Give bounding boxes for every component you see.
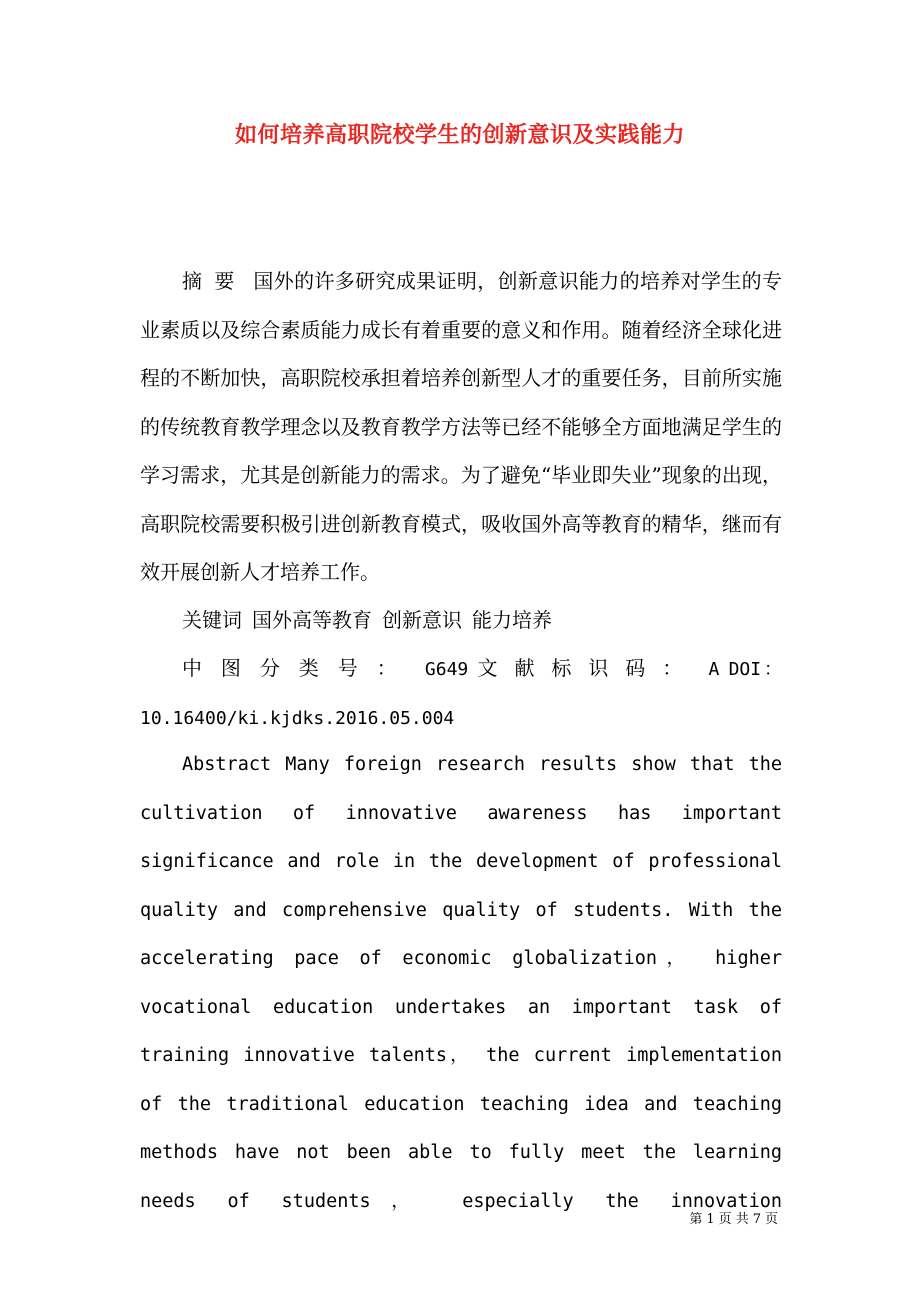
keyword-item: 创新意识 (382, 608, 462, 632)
page-footer (687, 1208, 780, 1227)
keyword-item: 国外高等教育 (252, 608, 372, 632)
footer-total-pages: 7 (752, 1212, 761, 1227)
footer-suffix: 页 (764, 1212, 778, 1227)
classification-block (140, 644, 782, 743)
footer-page-word: 页 (718, 1212, 732, 1227)
abstract-en-paragraph: Abstract Many foreign research results show that the cultivation of innovative awareness has important significance and role in the development of professional quality and comprehensive quality of students. With the accelerating pace of economic globalization， higher vocational education undertakes an important task of training innovative talents， the current implementation of the traditional education teaching idea and teaching methods have not been able to fully meet the learning needs of students， especially the innovation (140, 754, 782, 1212)
doi-value: 10.16400/ki.kjdks.2016.05.004 (140, 707, 455, 729)
doi-label: DOI： (728, 659, 783, 680)
clc-value: G649 (424, 659, 469, 680)
footer-current-page: 1 (706, 1212, 715, 1227)
footer-prefix: 第 (689, 1212, 703, 1227)
doc-code-label: 文献标识码： (477, 656, 700, 680)
keywords-line (140, 596, 782, 645)
classification-line (182, 644, 782, 695)
abstract-cn-paragraph (140, 257, 782, 597)
footer-total-prefix: 共 (735, 1212, 749, 1227)
abstract-cn-text: 国外的许多研究成果证明，创新意识能力的培养对学生的专业素质以及综合素质能力成长有着重要的意义和作用。随着经济全球化进程的不断加快，高职院校承担着培养创新型人才的重要任务，目前所实施的传统教育教学理念以及教育教学方法等已经不能够全方面地满足学生的学习需求，尤其是创新能力的需求。为了避免“毕业即失业”现象的出现，高职院校需要积极引进创新教育模式，吸收国外高等教育的精华，继而有效开展创新人才培养工作。 (140, 269, 783, 584)
doc-code-value: A (708, 659, 720, 680)
keyword-item: 能力培养 (472, 608, 552, 632)
clc-label: 中图分类号： (182, 656, 416, 680)
abstract-cn-label: 摘要 (182, 269, 247, 293)
keywords-label: 关键词 (182, 608, 242, 632)
document-title: 如何培养高职院校学生的创新意识及实践能力 (234, 122, 685, 148)
